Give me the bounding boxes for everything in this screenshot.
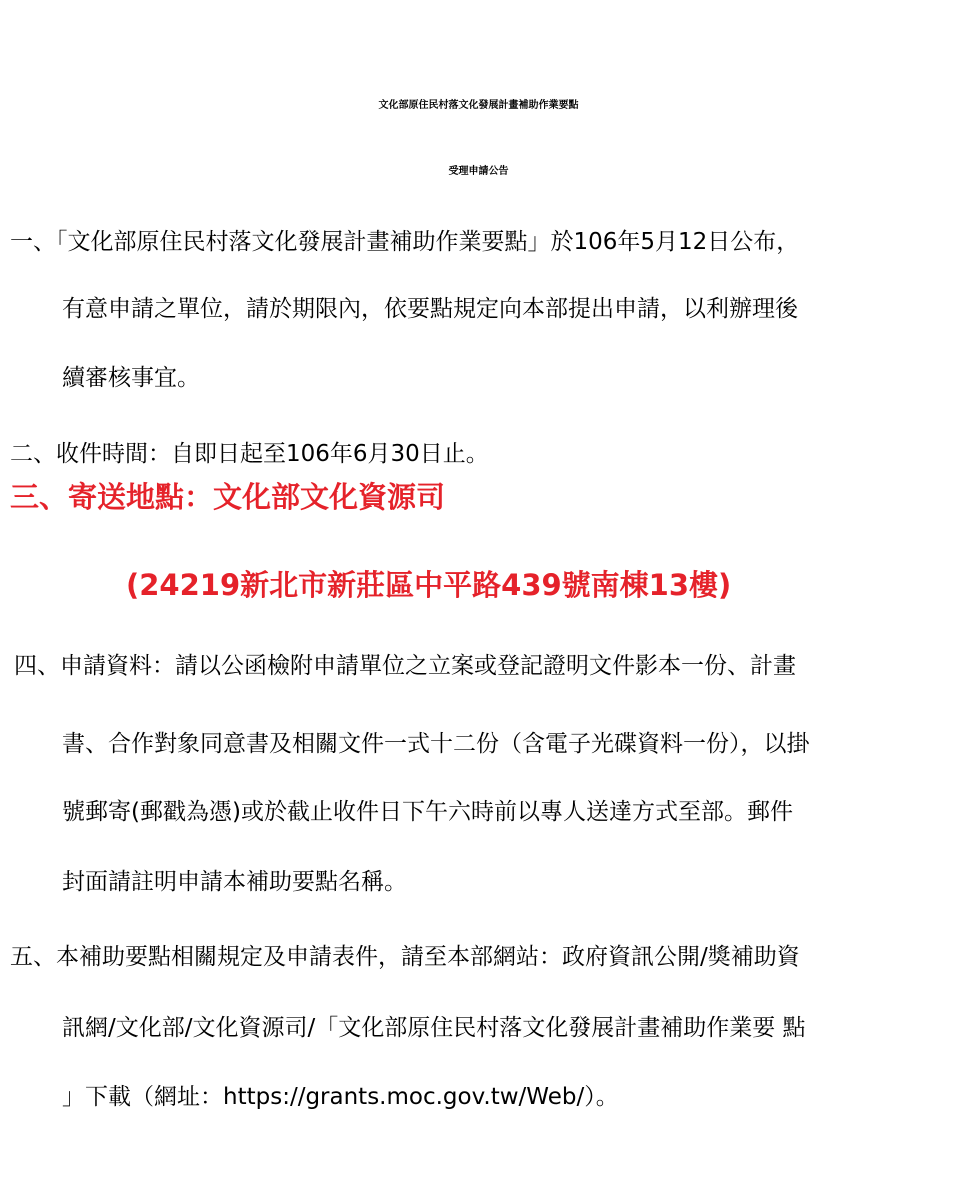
item-5-line-2: 訊網/文化部/文化資源司/「文化部原住民村落文化發展計畫補助作業要 點 [62, 1015, 806, 1041]
item-4-line-4: 封面請註明申請本補助要點名稱。 [62, 869, 407, 895]
item-1-line-2: 有意申請之單位，請於期限內，依要點規定向本部提出申請，以利辦理後 [62, 296, 798, 322]
item-4-line-1: 四、申請資料：請以公函檢附申請單位之立案或登記證明文件影本一份、計畫 [14, 653, 796, 679]
item-2-line-1: 二、收件時間：自即日起至106年6月30日止。 [10, 441, 489, 467]
item-1-line-3: 續審核事宜。 [62, 365, 200, 391]
item-4-line-3: 號郵寄(郵戳為憑)或於截止收件日下午六時前以專人送達方式至部。郵件 [62, 799, 793, 825]
item-5-line-1: 五、本補助要點相關規定及申請表件，請至本部網站：政府資訊公開/獎補助資 [10, 944, 800, 970]
document-subtitle: 受理申請公告 [448, 166, 509, 177]
item-1-line-1: 一、「文化部原住民村落文化發展計畫補助作業要點」於106年5月12日公布， [10, 229, 800, 255]
item-5-line-3: 」下載（網址：https://grants.moc.gov.tw/Web/）。 [62, 1084, 619, 1110]
document-title: 文化部原住民村落文化發展計畫補助作業要點 [378, 100, 579, 111]
item-4-line-2: 書、合作對象同意書及相關文件一式十二份（含電子光碟資料一份），以掛 [62, 731, 810, 757]
item-3-line-2: (24219新北市新莊區中平路439號南棟13樓) [126, 568, 732, 602]
item-3-line-1: 三、寄送地點：文化部文化資源司 [10, 480, 446, 514]
